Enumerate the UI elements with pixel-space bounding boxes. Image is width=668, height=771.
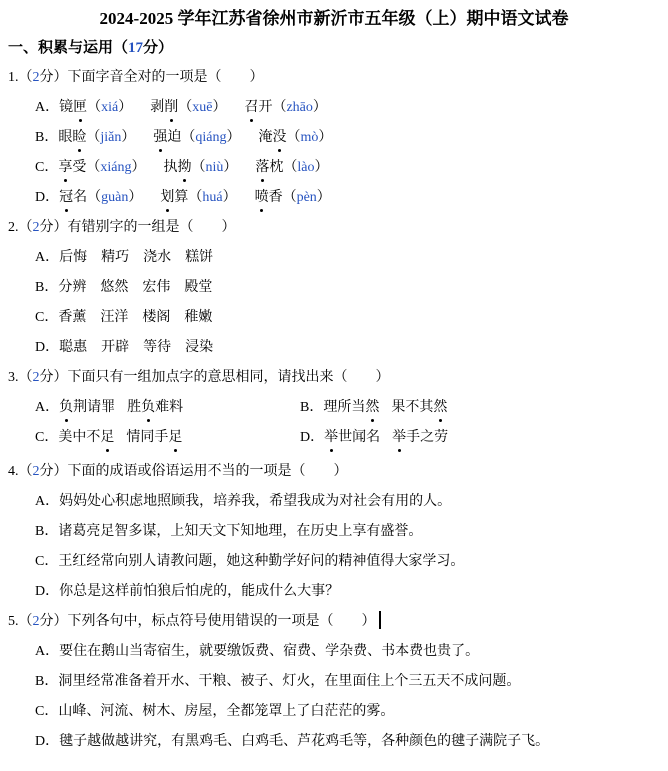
dotted-char: 然 [365,397,379,418]
word-pinyin-item [150,100,226,115]
phrase-post: 难料 [155,400,184,415]
question-3 [8,367,660,457]
pinyin: lào [297,160,315,175]
dotted-char: 负 [59,397,73,418]
question-stem [8,611,660,632]
section-heading-suffix: 分） [143,40,174,56]
option-label: D． [35,340,60,355]
page-title: 2024-2025 学年江苏省徐州市新沂市五年级（上）期中语文试卷 [99,9,569,28]
pinyin: jiǎn [100,130,122,145]
question-2 [8,217,660,358]
paren-open: （ [283,160,298,175]
dotted-char: 举 [392,427,406,448]
pinyin: xiá [101,100,119,115]
option-text: 王红经常向别人请教问题，她这种勤学好问的精神值得大家学习。 [58,554,465,569]
dotted-char: 划 [160,187,174,208]
option-text: 洞里经常准备着开水、干粮、被子、灯火，在里面住上个三五天不成问题。 [58,674,521,689]
dotted-char: 足 [100,427,114,448]
question-stem [8,67,660,88]
dotted-char: 匣 [73,97,87,118]
option-a [35,247,660,268]
option-label: A． [35,644,60,659]
paren-open: （ [272,100,287,115]
question-stem [8,461,660,482]
option-label: D． [300,430,325,445]
paren-open: （ [86,130,101,145]
paren-close: ） [131,160,146,175]
question-5 [8,611,660,752]
text-cursor [379,611,381,629]
question-number: 4.（ [8,464,33,479]
option-label: D． [35,734,60,749]
paren-close: ） [121,130,136,145]
paren-close: ） [222,190,237,205]
section-heading [8,37,660,59]
word: 悠然 [100,280,129,295]
phrase [391,400,447,415]
word: 浸染 [185,340,214,355]
word-pinyin-item [58,130,135,145]
pinyin: pèn [296,190,317,205]
paren-close: ） [118,100,133,115]
phrase-pre: 果不其 [391,400,434,415]
paren-open: （ [181,130,196,145]
word: 开辟 [101,340,130,355]
phrase [58,430,114,445]
pinyin: xuē [192,100,213,115]
stem-text: 有错别字的一组是（ ） [67,220,236,235]
option-label: B． [35,280,59,295]
question-4 [8,461,660,602]
question-score: 2 [32,464,40,479]
option-text: 妈妈处心积虑地照顾我，培养我，希望我成为对社会有用的人。 [59,494,452,509]
dotted-char: 足 [168,427,182,448]
phrase-pre: 情同手 [126,430,169,445]
option-label: C． [35,704,59,719]
score-suffix: 分） [39,614,68,629]
option-label: B． [35,674,59,689]
dotted-char: 强 [153,127,167,148]
phrase-post: 世闻名 [338,430,381,445]
word-pre: 淹 [258,130,273,145]
paren-open: （ [87,190,102,205]
option-b [35,671,660,692]
paren-open: （ [86,160,101,175]
paren-close: ） [316,190,331,205]
phrase [59,400,115,415]
option-d [35,731,660,752]
phrase [392,430,448,445]
word-pinyin-item [255,160,328,175]
option-label: C． [35,310,59,325]
word-pinyin-item [160,190,236,205]
option-text: 山峰、河流、树木、房屋，全都笼罩上了白茫茫的雾。 [58,704,395,719]
option-label: A． [35,494,60,509]
phrase [324,430,380,445]
dotted-char: 召 [244,97,258,118]
word-post: 迫 [167,130,182,145]
option-a [35,397,300,418]
phrase-post: 荆请罪 [73,400,116,415]
word-pinyin-item [59,190,142,205]
paren-open: （ [282,190,297,205]
paren-open: （ [178,100,193,115]
word-pinyin-item [244,100,326,115]
stem-text: 下面只有一组加点字的意思相同，请找出来（ ） [67,370,390,385]
phrase [323,400,379,415]
pinyin: huá [202,190,223,205]
word-pinyin-item [153,130,240,145]
option-a [35,641,660,662]
option-d [35,187,660,208]
phrase [127,400,183,415]
option-label: C． [35,554,59,569]
stem-text: 下面字音全对的一项是（ ） [67,70,264,85]
word-pre: 执 [163,160,178,175]
option-label: C． [35,430,59,445]
dotted-char: 落 [255,157,269,178]
dotted-char: 负 [141,397,155,418]
option-text: 诸葛亮足智多谋，上知天文下知地理，在历史上享有盛誉。 [58,524,423,539]
option-c [35,307,660,328]
dotted-char: 举 [324,427,338,448]
word-post: 枕 [269,160,284,175]
word-pre: 镜 [59,100,74,115]
word-pinyin-item [58,160,145,175]
stem-text: 下面的成语或俗语运用不当的一项是（ ） [67,464,348,479]
paren-open: （ [188,190,203,205]
option-label: C． [35,160,59,175]
option-label: A． [35,400,60,415]
word: 汪洋 [100,310,129,325]
word: 聪惠 [59,340,88,355]
phrase-pre: 美中不 [58,430,101,445]
phrase-pre: 理所当 [323,400,366,415]
dotted-char: 没 [272,127,286,148]
word-pre: 眼 [58,130,73,145]
word: 糕饼 [185,250,214,265]
word-post: 受 [72,160,87,175]
question-score: 2 [32,70,40,85]
pinyin: mò [300,130,319,145]
phrase [126,430,182,445]
score-suffix: 分） [39,370,68,385]
score-suffix: 分） [39,220,68,235]
word: 等待 [143,340,172,355]
section-heading-text: 一、积累与运用（ [8,40,129,56]
paren-close: ） [318,130,333,145]
option-d [35,337,660,358]
dotted-char: 削 [164,97,178,118]
pinyin: guàn [101,190,129,205]
pinyin: zhāo [286,100,313,115]
phrase-post: 手之劳 [406,430,449,445]
option-b [35,127,660,148]
word-pinyin-item [59,100,132,115]
word: 殿堂 [184,280,213,295]
paren-open: （ [87,100,102,115]
score-suffix: 分） [39,464,68,479]
stem-text: 下列各句中，标点符号使用错误的一项是（ ） [67,614,376,629]
paren-close: ） [212,100,227,115]
option-a [35,491,660,512]
option-label: A． [35,250,60,265]
option-c [35,157,660,178]
dotted-char: 喷 [255,187,269,208]
option-d [300,427,660,448]
phrase-pre: 胜 [127,400,142,415]
score-suffix: 分） [39,70,68,85]
word-post: 香 [268,190,283,205]
question-score: 2 [32,220,40,235]
word-pinyin-item [163,160,237,175]
question-score: 2 [32,614,40,629]
pinyin: xiáng [100,160,132,175]
option-c [35,551,660,572]
option-text: 你总是这样前怕狼后怕虎的，能成什么大事？ [59,584,340,599]
option-label: B． [35,130,59,145]
question-stem [8,217,660,238]
dotted-char: 享 [58,157,72,178]
word-post: 开 [258,100,273,115]
word: 后悔 [59,250,88,265]
question-number: 3.（ [8,370,33,385]
word: 浇水 [143,250,172,265]
paren-open: （ [286,130,301,145]
question-score: 2 [32,370,40,385]
question-number: 5.（ [8,614,33,629]
paren-close: ） [128,190,143,205]
dotted-char: 睑 [72,127,86,148]
section-score: 17 [128,40,144,56]
dotted-char: 冠 [59,187,73,208]
word-post: 名 [73,190,88,205]
word-post: 算 [174,190,189,205]
paren-close: ） [223,160,238,175]
word: 稚嫩 [184,310,213,325]
word-pinyin-item [255,190,331,205]
dotted-char: 然 [433,397,447,418]
option-label: B． [300,400,324,415]
pinyin: niù [205,160,224,175]
word: 宏伟 [142,280,171,295]
dotted-char: 拗 [177,157,191,178]
option-label: A． [35,100,60,115]
question-stem [8,367,660,388]
word: 楼阁 [142,310,171,325]
option-c [35,701,660,722]
word-pre: 剥 [150,100,165,115]
word: 香薰 [58,310,87,325]
option-label: D． [35,584,60,599]
paren-close: ） [314,160,329,175]
option-b [35,521,660,542]
word: 精巧 [101,250,130,265]
question-number: 1.（ [8,70,33,85]
option-b [35,277,660,298]
option-label: B． [35,524,59,539]
option-label: D． [35,190,60,205]
option-grid [35,397,660,457]
paren-close: ） [312,100,327,115]
pinyin: qiáng [195,130,227,145]
option-text: 毽子越做越讲究，有黑鸡毛、白鸡毛、芦花鸡毛等，各种颜色的毽子满院子飞。 [59,734,550,749]
option-a [35,97,660,118]
option-b [300,397,660,418]
paren-open: （ [191,160,206,175]
word-pinyin-item [258,130,332,145]
option-d [35,581,660,602]
paren-close: ） [226,130,241,145]
question-1 [8,67,660,208]
question-number: 2.（ [8,220,33,235]
option-text: 要住在鹅山当寄宿生，就要缴饭费、宿费、学杂费、书本费也贵了。 [59,644,480,659]
word: 分辨 [58,280,87,295]
option-c [35,427,300,448]
